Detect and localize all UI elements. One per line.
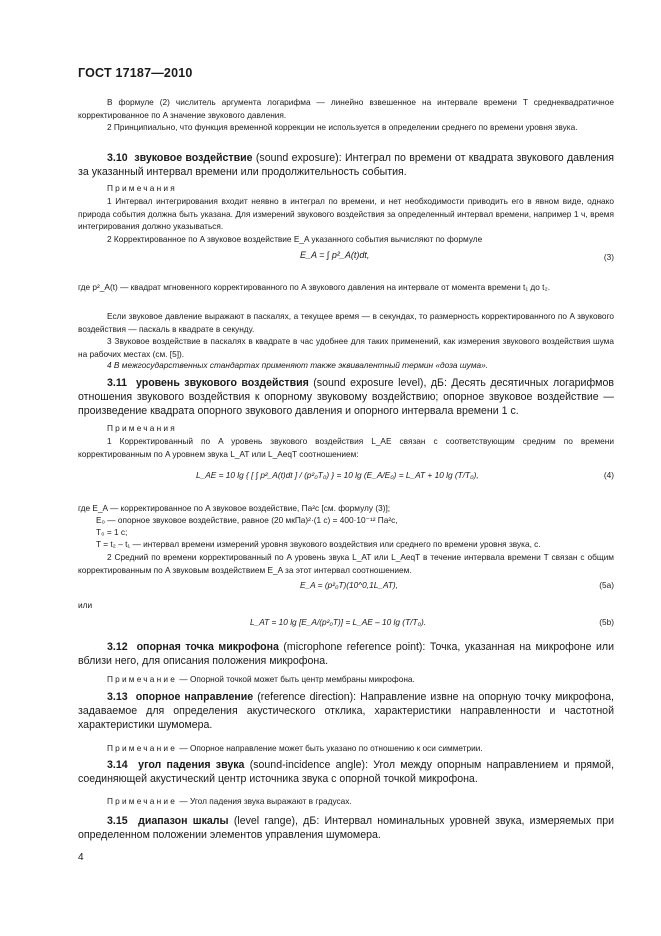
term: опорная точка микрофона — [136, 641, 279, 653]
section-number: 3.13 — [107, 691, 128, 703]
section-number: 3.14 — [107, 759, 128, 771]
section-number: 3.15 — [107, 815, 128, 827]
term: звуковое воздействие — [134, 152, 253, 164]
equation-3: E_A = ∫ p²_A(t)dt, — [300, 250, 370, 260]
section-number: 3.11 — [107, 377, 128, 389]
section-3-13 — [78, 690, 614, 733]
note-1: 1 Интервал интегрирования входит неявно в интеграл по времени, и нет необходимости приводить его в явном виде, однако природа события должна быть указана. Для измерений звукового воздействия за определенный интервал времени, например 1 ч, время интегрирования должно указываться. — [78, 196, 614, 232]
intro-paragraph: В формуле (2) числитель аргумента логарифма — линейно взвешенное на интервале времени T среднеквадратичное корректированное по A значение звукового давления. — [78, 97, 614, 120]
page-number: 4 — [78, 852, 84, 863]
note: Примечание — Угол падения звука выражают в градусах. — [107, 796, 352, 806]
definition: (sound exposure): Интеграл по времени от квадрата звукового давления за указанный интервал времени или продолжительность события. — [78, 152, 614, 179]
equation-number: (5b) — [599, 617, 614, 627]
where-ea: где E_A — корректированное по A звуковое воздействие, Па²с [см. формулу (3)]; — [78, 503, 391, 513]
intro-note-2: 2 Принципиально, что функция временной коррекции не используется в определении среднего по времени уровня звука. — [107, 122, 578, 132]
definition: (level range), дБ: Интервал номинальных уровней звука, измеряемых при определенном положении элементов управления шумомера. — [78, 815, 614, 842]
pascal-paragraph: Если звуковое давление выражают в паскалях, а текущее время — в секундах, то размерность корректированного по A звукового воздействия — паскаль в квадрате в секунду. — [78, 311, 614, 334]
section-number: 3.10 — [107, 152, 128, 164]
equation-5b: L_AT = 10 lg [E_A/(p²₀T)] = L_AE – 10 lg (T/T₀). — [250, 617, 427, 627]
section-3-10 — [78, 151, 614, 179]
equation-number: (5a) — [599, 580, 614, 590]
term: уровень звукового воздействия — [135, 377, 309, 389]
equation-number: (4) — [603, 470, 614, 480]
note: Примечание — Опорное направление может быть указано по отношению к оси симметрии. — [107, 743, 483, 753]
notes-title: Примечания — [107, 423, 177, 433]
document-header: ГОСТ 17187—2010 — [78, 66, 193, 80]
term: угол падения звука — [138, 759, 245, 771]
note: Примечание — Опорной точкой может быть центр мембраны микрофона. — [107, 674, 415, 684]
definition: (sound exposure level), дБ: Десять десятичных логарифмов отношения звукового воздействия к опорному звуковому воздействию; опорное звуковое воздействие — произведение квадрата опорного звукового давления и опорного интервала времени 1 с. — [78, 377, 614, 418]
definition: (microphone reference point): Точка, указанная на микрофоне или вблизи него, для описания положения микрофона. — [78, 641, 614, 668]
section-3-15 — [78, 814, 614, 842]
note-3: 3 Звуковое воздействие в паскалях в квадрате в час удобнее для таких применений, как измерения звукового воздействия шума на рабочих местах (см. [5]). — [78, 336, 614, 359]
where-t0: T₀ = 1 с; — [96, 527, 128, 537]
section-3-11 — [78, 376, 614, 419]
or-label: или — [78, 600, 93, 610]
term: диапазон шкалы — [138, 815, 229, 827]
note-2: 2 Корректированное по A звуковое воздействие E_A указанного события вычисляют по формуле — [107, 234, 483, 244]
definition: (sound-incidence angle): Угол между опорным направлением и прямой, соединяющей акустический центр источника звука с опорной точкой микрофона. — [78, 759, 615, 786]
section-3-14 — [78, 758, 614, 786]
note-2: 2 Средний по времени корректированный по A уровень звука L_AT или L_AeqT в течение интервала времени T связан с общим корректированным по A звуковым воздействием E_A за этот интервал соотношением. — [78, 552, 614, 575]
where-clause: где p²_A(t) — квадрат мгновенного корректированного по A звукового давления на интервале от момента времени t₁ до t₂. — [78, 282, 551, 292]
equation-4: L_AE = 10 lg { [ ∫ p²_A(t)dt ] / (p²₀T₀) } = 10 lg (E_A/E₀) = L_AT + 10 lg (T/T₀), — [196, 470, 479, 480]
term: опорное направление — [135, 691, 254, 703]
note-1: 1 Корректированный по A уровень звукового воздействия L_AE связан с соответствующим средним по времени корректированным по A уровнем звука L_AT или L_AeqT соотношением: — [78, 436, 614, 459]
notes-title: Примечания — [107, 183, 177, 193]
where-t: T = t₂ – t₁ — интервал времени измерений уровня звукового воздействия или среднего по времени уровня звука, с. — [96, 539, 541, 549]
note-4: 4 В межгосударственных стандартах применяют также эквивалентный термин «доза шума». — [107, 360, 489, 370]
equation-number: (3) — [603, 252, 614, 262]
section-number: 3.12 — [107, 641, 128, 653]
definition: (reference direction): Направление извне на опорную точку микрофона, задаваемое для определения акустического отклика, характеристики направленности и частотной характеристики шумомера. — [78, 691, 614, 732]
section-3-12 — [78, 640, 614, 668]
where-e0: E₀ — опорное звуковое воздействие, равное (20 мкПа)²·(1 с) = 400·10⁻¹² Па²с, — [96, 515, 398, 525]
equation-5a: E_A = (p²₀T)(10^0,1L_AT), — [300, 580, 398, 590]
